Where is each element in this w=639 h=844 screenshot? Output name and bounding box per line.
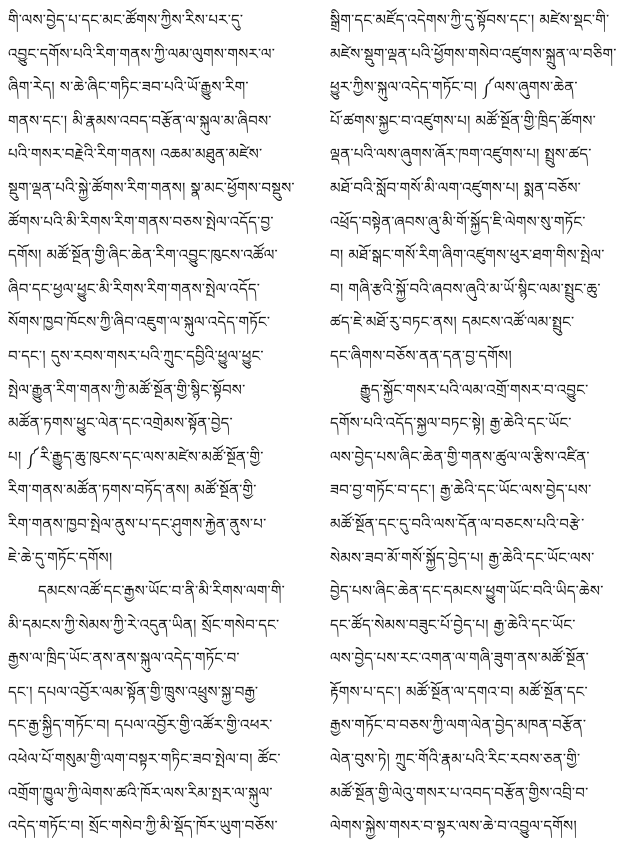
left-column: [8, 4, 308, 844]
text-line: རྟོགས་པ་དང་། མཚོ་སྔོན་ལ་དགའ་བ། མཚོ་སྔོན་དང་: [330, 682, 588, 701]
text-line: ལས་བྱེད་པས་རང་འགན་ལ་གཞི་ཟུག་ནས་མཚོ་སྔོན་: [330, 649, 590, 668]
text-line: པ། ༼རི་རྒྱུད་ཆུ་ཁུངས་དང་ལས་མཛེས་མཚོ་སྔོན་གྱི་: [8, 447, 264, 466]
text-line: ཚད་ཇེ་མཐོ་རུ་བཏང་ནས། དམངས་འཚོ་ལམ་སྤྲུང་: [330, 313, 575, 332]
text-line: པོ་ཚགས་སྐྱང་བ་འཛུགས་པ། མཚོ་སྔོན་གྱི་ཁྲིད་ཚོགས་: [330, 111, 596, 130]
text-line: ཞིག་རེད། ས་ཆེ་ཞིང་གཏིང་ཟབ་པའི་ཡོ་རྒྱུས་རིག་: [8, 78, 249, 97]
paragraph-start-line: དམངས་འཚོ་དང་རྒྱས་ཡོང་བ་ནི་མི་རིགས་ལག་གི་: [38, 582, 285, 601]
text-line: རིག་གནས་ཁྱབ་སྤེལ་ནུས་པ་དང་ཤུགས་རྐྱེན་ནུས་པ་: [8, 514, 267, 533]
text-line: གནས་དང་། མི་རྣམས་འབད་བརྩོན་ལ་སྐུལ་མ་ཞིབས་: [8, 111, 272, 130]
text-line: དང་ཚོད་སེམས་བཟུང་པོ་བྱེད་པ། རྒྱ་ཆེའི་དང་ཡོང་: [330, 615, 576, 634]
text-line: འཕེལ་པོ་གསུམ་གྱི་ལག་བསྟར་གཏིང་ཟབ་སྤེལ་བ། ཚོང་: [8, 750, 281, 769]
text-line: ཇེ་ཆེ་དུ་གཏོང་དགོས།: [8, 548, 113, 567]
text-line: ཕྱུར་ཀྱིས་སྐུལ་འདེད་གཏོང་བ། ༼ལས་ཞུགས་ཆེན་: [330, 78, 578, 97]
text-line: པའི་གསར་བརྗེའི་རིག་གནས། འཆམ་མཐུན་མཛེས་: [8, 145, 263, 164]
text-line: སྡུག་ལྡན་པའི་སྐྱེ་ཚོགས་རིག་གནས། སྣ་མང་ཕྱོགས་བསྡུས་: [8, 178, 295, 197]
text-line: ལེགས་སྐྱེས་གསར་བ་སྟར་ལས་ཆེ་བ་འབྱུལ་དགོས།: [330, 817, 577, 836]
text-line: བ། གཞི་རྩའི་སྐྱོ་བའི་ཞབས་ཞུའི་མ་ཡོ་སྙིང་ལམ་སྤྲུང་ཆུ་: [330, 279, 601, 298]
text-line: ཚོགས་པའི་མི་རིགས་རིག་གནས་བཅས་སྤེལ་འདོད་བྱ་: [8, 212, 274, 231]
text-line: མཚོ་སྔོན་དང་དུ་བའི་ལས་དོན་ལ་བཅངས་པའི་བརྩེ་: [330, 514, 585, 533]
text-line: དགོས། མཚོ་སྔོན་གྱི་ཞིང་ཆེན་རིག་འབྱུང་ཁུངས་འཚོལ་: [8, 246, 278, 265]
text-line: ལེན་བུས་ཏེ། ཀྲུང་གོའི་རྣམ་པའི་རིང་རབས་ཅན་གྱི་: [330, 750, 581, 769]
text-line: འགྲོག་ཁྱུལ་ཀྱི་ལེགས་ཚའི་ཁོར་ལས་རིམ་སྤར་ལ་སྐུལ་: [8, 783, 273, 802]
column-gutter: [319, 8, 320, 808]
text-line: ལྡན་པའི་ལས་ཞུགས་ཞོར་ཁག་འཛུགས་པ། སྤྲུས་ཚད་: [330, 145, 592, 164]
text-line: ལས་བྱེད་པས་ཞིང་ཆེན་གྱི་གནས་ཚུལ་ལ་རྩིས་འཛིན་: [330, 447, 590, 466]
text-line: མཚོ་སྔོན་གྱི་ལེའུ་གསར་པ་འབད་བརྩོན་གྱིས་འབྲི་བ་: [330, 783, 589, 802]
text-line: གི་ལས་བྱེད་པ་དང་མང་ཚོགས་ཀྱིས་རིས་པར་དུ་: [8, 11, 244, 29]
text-line: སྒྲིག་དང་མཛོད་འདེགས་ཀྱི་དུ་སྟོབས་དང་། མཛེས་སྡང་གི་: [330, 11, 610, 29]
text-line: བྱེད་པས་ཞིང་ཆེན་དང་དམངས་ཕྱུག་ཡོང་བའི་ཡིད་ཆེས་: [330, 582, 604, 601]
text-line: སེམས་ཟབ་མོ་གསོ་སྐྱོད་བྱེད་པ། རྒྱ་ཆེའི་དང་ཡོང་ལས་: [330, 548, 595, 567]
text-line: མི་དམངས་ཀྱི་སེམས་ཀྱི་རེ་འདུན་ཡིན། སྲོང་གསེབ་དང་: [8, 615, 280, 634]
text-line: འཕྲོད་བསྟེན་ཞབས་ཞུ་མི་གོ་སྐྱོད་ཇི་ལེགས་སུ་གཏོང་: [330, 212, 586, 231]
text-line: མཛེས་སྡུག་ལྡན་པའི་ཕྱོགས་གསེབ་འཛུགས་སྐྲུན་ལ་བཅིག་: [330, 44, 617, 63]
text-line: མཐོ་བའི་སློབ་གསོ་མི་ལག་འཛུགས་པ། སྨན་བཅོས་: [330, 178, 582, 197]
text-line: བ། མཐོ་སྒང་གསོ་རིག་ཞིག་འཛུགས་ཕུར་ཐག་གིས་སྤེལ་: [330, 246, 605, 265]
text-line: མཚོན་ཏགས་ཕྱུང་ལེན་དང་འགྲེམས་སྟོན་བྱེད་: [8, 414, 233, 433]
paragraph-start-line: རྒྱུད་སྐྱོང་གསར་པའི་ལམ་འགྲོ་གསར་བ་འབྱུང་: [360, 380, 589, 399]
text-line: དགོས་པའི་འདོད་སྐྱལ་བཏང་སྟེ། རྒྱ་ཆེའི་དང་ཡོང་: [330, 414, 572, 433]
right-column: [330, 4, 630, 844]
text-line: འབྱུང་དགོས་པའི་རིག་གནས་ཀྱི་ལམ་ལུགས་གསར་ལ་: [8, 44, 276, 63]
text-line: དང་རྒྱ་སྐྱིད་གཏོང་བ། དཔལ་འབྱོར་གྱི་འཚོར་གྱི་འཕར་: [8, 716, 273, 735]
text-line: ཞིབ་དང་ཕྱལ་ཕྱུང་མི་རིགས་རིག་གནས་སྤེལ་འདོད་: [8, 279, 261, 298]
text-line: བ་དང་། དུས་རབས་གསར་པའི་ཀྲུང་དབྱིའི་ཕྱུལ་ཕྱུང་: [8, 346, 264, 365]
text-line: རིག་གནས་མཚོན་ཏགས་བཏོད་ནས། མཚོ་སྔོན་གྱི་: [8, 481, 257, 500]
text-line: རྒྱས་ལ་ཁྲིད་ཡོང་ནས་ནས་སྐུལ་འདེད་གཏོང་བ་: [8, 649, 240, 668]
text-line: རྒྱས་གཏོང་བ་བཅས་ཀྱི་ལག་ལེན་བྱེད་མཁན་བརྩོན་: [330, 716, 587, 735]
text-line: དང་ཞིགས་བཅོས་ནན་དན་བྱ་དགོས།: [330, 346, 512, 365]
text-line: དང་། དཔལ་འབྱོར་ལམ་སྟོན་གྱི་ཁྲུས་འཕྲུས་སྐྱ་བརྒྱ་: [8, 682, 259, 701]
text-line: འདེད་གཏོང་བ། སྲོང་གསེབ་ཀྱི་མི་སྡོད་ཁོར་ཡུག་བཅོས་: [8, 817, 278, 836]
text-line: སོགས་ཁྱབ་ཁོངས་ཀྱི་ཞིབ་འཇུག་ལ་སྐུལ་འདེད་གཏོང་: [8, 313, 271, 332]
text-line: ཟབ་བྱ་གཏོང་བ་དང་། རྒྱ་ཆེའི་དང་ཡོང་ལས་བྱེད་པས་: [330, 481, 592, 500]
text-line: སྤེལ་རྒྱུན་རིག་གནས་ཀྱི་མཚོ་སྔོན་གྱི་སྙིང་སྟོབས་: [8, 380, 246, 399]
